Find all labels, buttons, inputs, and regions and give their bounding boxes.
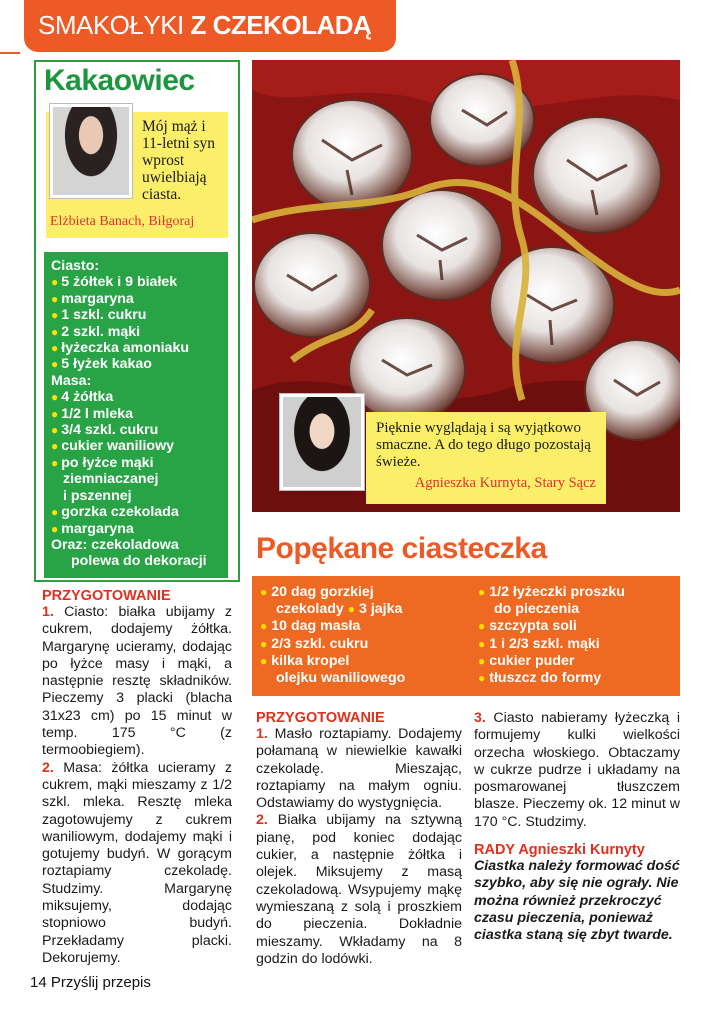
- tips-heading: RADY Agnieszki Kurnyty: [474, 842, 645, 859]
- ingredient-item-cont: do pieczenia: [494, 601, 580, 618]
- ingredient-item: ● po łyżce mąki: [51, 455, 222, 471]
- ingredient-item: ● 1/2 l mleka: [51, 406, 222, 422]
- preparation-step: [474, 710, 680, 831]
- photo-caption-signature: Agnieszka Kurnyta, Stary Sącz: [414, 475, 596, 491]
- ingredient-item: ● 2 szkl. mąki: [51, 324, 222, 340]
- author-quote: Mój mąż i 11-letni syn wprost uwielbiają ciasta.: [142, 118, 216, 203]
- ingredients-box-kakaowiec: [44, 252, 228, 578]
- ingredient-item: ● szczypta soli: [478, 618, 678, 635]
- ingredient-item: ● margaryna: [51, 291, 222, 307]
- author-portrait: [50, 104, 132, 198]
- preparation-ciasteczka-cont: [474, 710, 680, 945]
- ingredients-extra: Oraz: czekoladowa: [51, 536, 179, 553]
- banner-part1: SMAKOŁYKI: [38, 10, 184, 40]
- section-banner: [24, 0, 396, 52]
- section-title: [38, 10, 371, 41]
- photo-caption-card: [366, 412, 606, 504]
- preparation-step: [42, 604, 232, 760]
- ingredient-item: ● 10 dag masła: [260, 618, 470, 635]
- ingredients-extra-cont: polewa do dekoracji: [71, 553, 207, 570]
- ingredient-item: ● cukier waniliowy: [51, 438, 222, 454]
- step-text: Masa: żółtka ucieramy z cukrem, mąki mieszamy z 1/2 szkl. mleka. Resztę mleka zagotowujemy z cukrem waniliowym, dodajemy mąki i gotujemy budyń. W gorącym roztapiamy czekoladę. Studzimy. Margarynę miksujemy, dodając stopniowo budyń. Przekładamy placki. Dekorujemy.: [42, 759, 232, 966]
- ingredient-item: ● 20 dag gorzkiej: [260, 584, 470, 601]
- step-text: Ciasto: białka ubijamy z cukrem, dodajemy żółtka. Margarynę ucieramy, dodając po łyżce masy i mąki, a następnie resztę składników. Pieczemy 3 placki (blacha 31x23 cm) po 15 minut w temp. 175 °C (z termoobiegiem).: [42, 604, 233, 759]
- ingredients-column: [260, 584, 470, 687]
- step-text: Masło roztapiamy. Dodajemy połamaną w niewielkie kawałki czekoladę. Mieszając, roztapiamy na małym ogniu. Odstawiamy do wystygnięcia.: [256, 726, 462, 812]
- banner-underline: [0, 52, 20, 54]
- ingredient-item: ● gorzka czekolada: [51, 504, 222, 520]
- step-number: 1.: [256, 726, 268, 742]
- ingredients-heading: Masa:: [51, 372, 92, 389]
- tips-text: Ciastka należy formować dość szybko, aby się nie ograły. Nie można również przekroczyć czasu pieczenia, ponieważ ciastka staną się zbyt twarde.: [474, 858, 680, 944]
- step-text: Białka ubijamy na sztywną pianę, pod koniec dodając cukier, a następnie żółtka i olejek. Miksujemy z masą czekoladową. Wsypujemy mąkę wymieszaną z solą i proszkiem do pieczenia. Dokładnie mieszamy. Wkładamy na 8 godzin do lodówki.: [256, 812, 462, 967]
- ingredient-item: ● 1 i 2/3 szkl. mąki: [478, 636, 678, 653]
- author-signature: Elżbieta Banach, Biłgoraj: [50, 214, 195, 229]
- ingredient-item: ● cukier puder: [478, 653, 678, 670]
- step-number: 1.: [42, 604, 54, 620]
- ingredient-item: ● 1 szkl. cukru: [51, 307, 222, 323]
- ingredient-item: ● 4 żółtka: [51, 389, 222, 405]
- photo-caption-quote: Pięknie wyglądają i są wyjątkowo smaczne. A do tego długo pozostają świeże.: [376, 420, 591, 470]
- recipe-title-kakaowiec: Kakaowiec: [44, 64, 195, 97]
- preparation-heading: PRZYGOTOWANIE: [256, 710, 385, 726]
- ingredient-item: ● 5 żółtek i 9 białek: [51, 274, 222, 290]
- ingredient-item: ● 3/4 szkl. cukru: [51, 422, 222, 438]
- ingredient-text: czekolady: [276, 601, 344, 618]
- ingredient-item-cont: ziemniaczanej: [63, 471, 159, 488]
- ingredient-item: ● 2/3 szkl. cukru: [260, 636, 470, 653]
- ingredients-box-ciasteczka: [252, 576, 680, 696]
- ingredient-text: 3 jajka: [358, 601, 403, 618]
- preparation-heading: PRZYGOTOWANIE: [42, 588, 171, 604]
- ingredient-item: ● 5 łyżek kakao: [51, 356, 222, 372]
- page-footer: 14 Przyślij przepis: [30, 974, 151, 991]
- banner-part2: Z CZEKOLADĄ: [190, 10, 372, 40]
- preparation-ciasteczka: [256, 710, 462, 968]
- recipe-title-ciasteczka: Popękane ciasteczka: [256, 532, 547, 565]
- step-text: Ciasto nabieramy łyżeczką i formujemy kulki wielkości orzecha włoskiego. Obtaczamy w cukrze pudrze i układamy na posmarowanej tłuszczem blasze. Pieczemy ok. 12 minut w 170 °C. Studzimy.: [474, 710, 680, 830]
- ingredient-item: ● kilka kropel: [260, 653, 470, 670]
- author-portrait: [280, 394, 364, 490]
- ingredient-item: ● 1/2 łyżeczki proszku: [478, 584, 678, 601]
- ingredient-item: ● tłuszcz do formy: [478, 670, 678, 687]
- step-number: 2.: [256, 812, 268, 829]
- step-number: 2.: [42, 759, 54, 776]
- ingredient-item-cont: olejku waniliowego: [276, 670, 406, 687]
- ingredient-item: ● łyżeczka amoniaku: [51, 340, 222, 356]
- preparation-step: [256, 726, 462, 812]
- preparation-step: [42, 760, 232, 968]
- ingredients-heading: Ciasto:: [51, 258, 100, 274]
- bullet-icon: ●: [347, 602, 356, 617]
- preparation-step: [256, 812, 462, 968]
- step-number: 3.: [474, 710, 486, 726]
- ingredient-item-cont: i pszennej: [63, 487, 132, 504]
- ingredient-item: ● margaryna: [51, 521, 222, 537]
- preparation-kakaowiec: [42, 588, 232, 967]
- ingredient-item-cont: [260, 601, 470, 618]
- ingredients-column: [478, 584, 678, 687]
